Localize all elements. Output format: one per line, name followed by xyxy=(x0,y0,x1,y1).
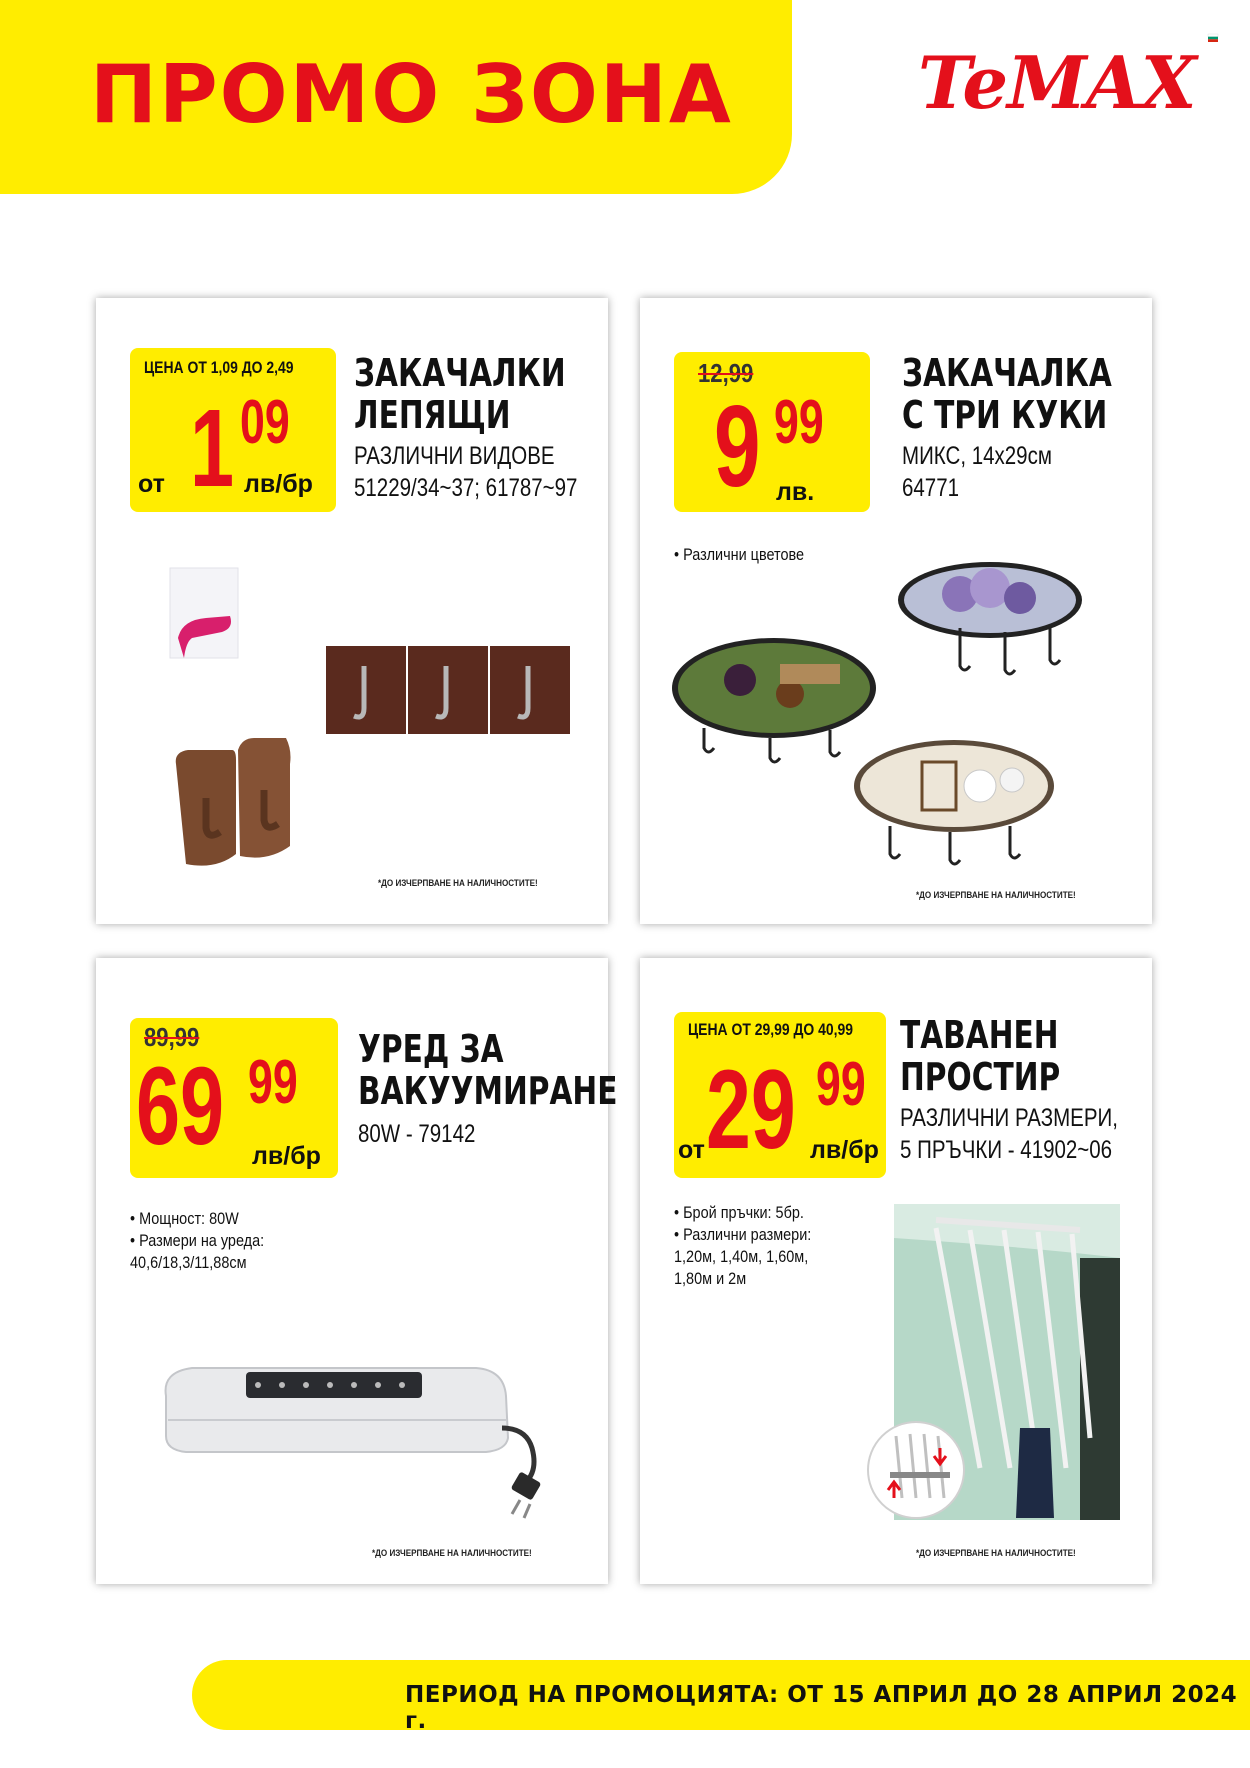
product-desc-line-2: 5 ПРЪЧКИ - 41902~06 xyxy=(900,1136,1113,1164)
feature-line-2: • Различни размери: xyxy=(674,1225,812,1244)
price-integer: 9 xyxy=(714,381,761,511)
price-unit: лв/бр xyxy=(252,1142,321,1170)
price-integer: 29 xyxy=(706,1047,796,1172)
decorative-hangers-image xyxy=(640,298,1152,924)
product-card-ceiling-dryer[interactable] xyxy=(640,958,1152,1584)
feature-line-2: • Размери на уреда: xyxy=(130,1231,265,1250)
product-card-adhesive-hooks[interactable] xyxy=(96,298,608,924)
product-desc-line-2: 64771 xyxy=(902,474,960,502)
availability-note: *ДО ИЗЧЕРПВАНЕ НА НАЛИЧНОСТИТЕ! xyxy=(916,890,1076,900)
vacuum-sealer-image xyxy=(96,958,608,1584)
product-card-vacuum-sealer[interactable] xyxy=(96,958,618,1584)
price-decimal: 99 xyxy=(816,1050,866,1119)
price-integer: 69 xyxy=(136,1045,225,1168)
availability-note: *ДО ИЗЧЕРПВАНЕ НА НАЛИЧНОСТИТЕ! xyxy=(378,878,538,888)
price-from-label: от xyxy=(678,1136,705,1164)
feature-line-4: 1,80м и 2м xyxy=(674,1269,747,1288)
product-name-line-2: ПРОСТИР xyxy=(900,1055,1061,1099)
feature-line-1: • Мощност: 80W xyxy=(130,1209,239,1228)
product-desc-line-2: 51229/34~37; 61787~97 xyxy=(354,474,578,502)
feature-line-3: 1,20м, 1,40м, 1,60м, xyxy=(674,1247,809,1266)
price-unit: лв/бр xyxy=(810,1136,879,1164)
product-name-line-2: ВАКУУМИРАНЕ xyxy=(358,1069,618,1113)
product-name-line-1: ЗАКАЧАЛКА xyxy=(902,351,1112,395)
product-desc-line-1: 80W - 79142 xyxy=(358,1120,476,1148)
price-range: ЦЕНА ОТ 29,99 ДО 40,99 xyxy=(688,1020,854,1039)
old-price: 12,99 xyxy=(698,358,754,388)
flag-icon xyxy=(1208,34,1218,42)
price-decimal: 99 xyxy=(774,388,824,457)
product-name-line-1: ТАВАНЕН xyxy=(900,1013,1059,1057)
product-name-line-2: С ТРИ КУКИ xyxy=(902,393,1108,437)
adhesive-hooks-image xyxy=(96,298,608,924)
price-range: ЦЕНА ОТ 1,09 ДО 2,49 xyxy=(144,358,294,377)
price-decimal: 09 xyxy=(240,388,290,457)
feature-line-3: 40,6/18,3/11,88см xyxy=(130,1253,247,1272)
feature-line-1: • Различни цветове xyxy=(674,545,805,564)
temax-logo[interactable]: TeMAX xyxy=(918,40,1196,125)
price-decimal: 99 xyxy=(248,1048,298,1117)
product-card-three-hook-hanger[interactable] xyxy=(640,298,1152,924)
promotion-period: ПЕРИОД НА ПРОМОЦИЯТА: ОТ 15 АПРИЛ ДО 28 АПРИЛ 2024 г. xyxy=(405,1682,1238,1734)
page-title: ПРОМО ЗОНА xyxy=(90,48,733,141)
feature-line-1: • Брой пръчки: 5бр. xyxy=(674,1203,804,1222)
product-name-line-1: УРЕД ЗА xyxy=(358,1027,504,1071)
price-from-label: от xyxy=(138,470,165,498)
availability-note: *ДО ИЗЧЕРПВАНЕ НА НАЛИЧНОСТИТЕ! xyxy=(916,1548,1076,1558)
product-desc-line-1: РАЗЛИЧНИ РАЗМЕРИ, xyxy=(900,1104,1118,1132)
old-price: 89,99 xyxy=(144,1022,200,1052)
availability-note: *ДО ИЗЧЕРПВАНЕ НА НАЛИЧНОСТИТЕ! xyxy=(372,1548,532,1558)
ceiling-dryer-image xyxy=(640,958,1152,1584)
price-unit: лв. xyxy=(776,478,815,506)
price-integer: 1 xyxy=(190,387,235,510)
price-unit: лв/бр xyxy=(244,470,313,498)
product-name-line-1: ЗАКАЧАЛКИ xyxy=(354,351,566,395)
product-desc-line-1: МИКС, 14x29см xyxy=(902,442,1052,470)
product-name-line-2: ЛЕПЯЩИ xyxy=(354,393,511,437)
product-desc-line-1: РАЗЛИЧНИ ВИДОВЕ xyxy=(354,442,555,470)
